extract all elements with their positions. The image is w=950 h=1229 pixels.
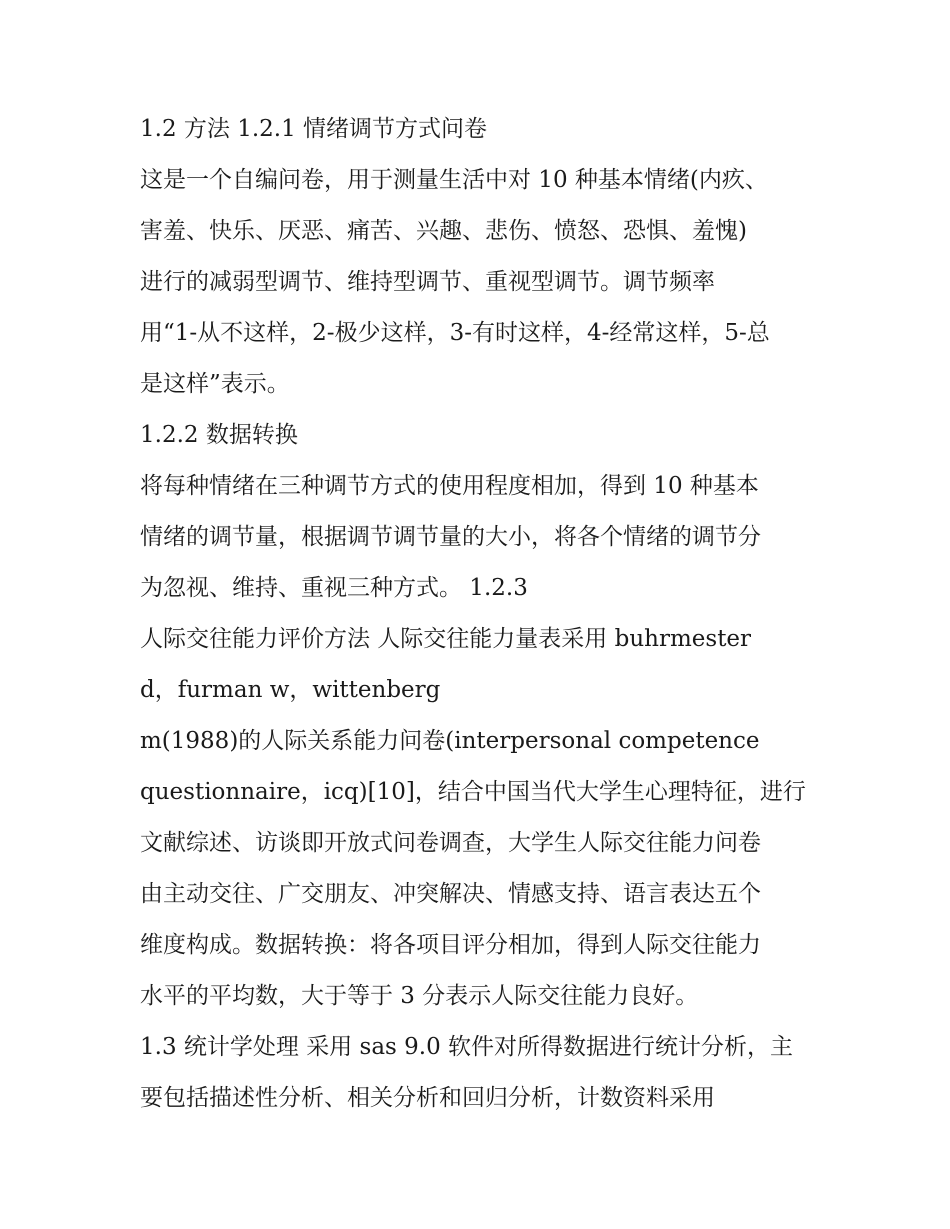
text-line: 将每种情绪在三种调节方式的使用程度相加，得到 10 种基本 [140, 473, 759, 499]
text-line: 要包括描述性分析、相关分析和回归分析，计数资料采用 [140, 1085, 715, 1111]
text-line: 人际交往能力评价方法 人际交往能力量表采用 buhrmester [140, 626, 752, 652]
text-line: 情绪的调节量，根据调节调节量的大小，将各个情绪的调节分 [140, 524, 761, 550]
text-line: 文献综述、访谈即开放式问卷调查，大学生人际交往能力问卷 [140, 830, 761, 856]
text-line: 1.3 统计学处理 采用 sas 9.0 软件对所得数据进行统计分析，主 [140, 1034, 794, 1060]
text-line: 这是一个自编问卷，用于测量生活中对 10 种基本情绪(内疚、 [140, 167, 768, 193]
body-text [140, 104, 830, 1124]
text-line: 进行的减弱型调节、维持型调节、重视型调节。调节频率 [140, 269, 715, 295]
text-line: 用“1-从不这样，2-极少这样，3-有时这样，4-经常这样，5-总 [140, 320, 770, 346]
text-line: 是这样”表示。 [140, 371, 290, 397]
text-line: 1.2 方法 1.2.1 情绪调节方式问卷 [140, 116, 488, 142]
text-line: 1.2.2 数据转换 [140, 422, 298, 448]
text-line: 水平的平均数，大于等于 3 分表示人际交往能力良好。 [140, 983, 699, 1009]
text-line: 害羞、快乐、厌恶、痛苦、兴趣、悲伤、愤怒、恐惧、羞愧) [140, 218, 747, 244]
text-line: d，furman w，wittenberg [140, 677, 441, 703]
text-line: 由主动交往、广交朋友、冲突解决、情感支持、语言表达五个 [140, 881, 761, 907]
text-line: m(1988)的人际关系能力问卷(interpersonal competence [140, 728, 760, 754]
text-line: 维度构成。数据转换：将各项目评分相加，得到人际交往能力 [140, 932, 761, 958]
text-line: questionnaire，icq)[10]，结合中国当代大学生心理特征，进行 [140, 779, 806, 805]
text-line: 为忽视、维持、重视三种方式。 1.2.3 [140, 575, 528, 601]
